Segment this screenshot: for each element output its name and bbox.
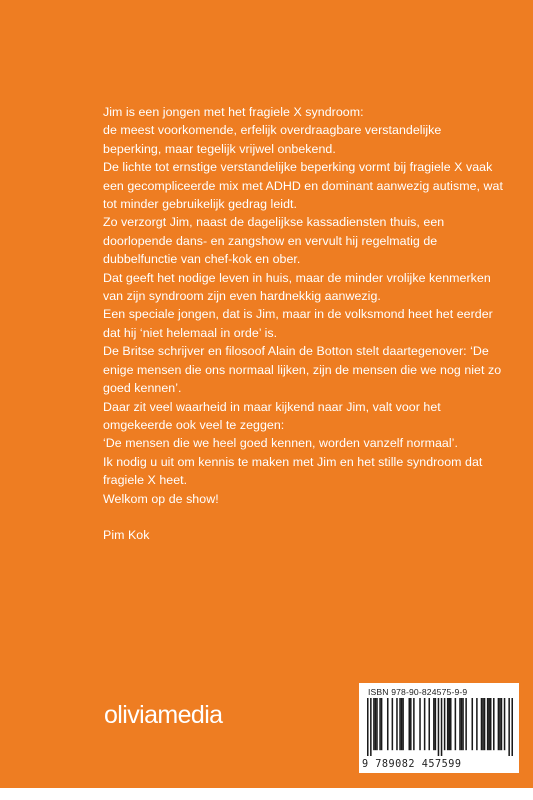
barcode-bar xyxy=(462,698,464,750)
barcode-bar xyxy=(488,698,490,750)
blurb-paragraph: de meest voorkomende, erfelijk overdraagbare verstandelijke beperking, maar tegelijk vrijwel onbekend. xyxy=(103,123,442,156)
barcode-bar xyxy=(511,698,513,756)
barcode-bar xyxy=(490,698,492,750)
barcode-bar xyxy=(379,698,381,750)
barcode-bar xyxy=(441,698,443,756)
barcode-bar xyxy=(472,698,474,750)
barcode-bar xyxy=(435,698,437,750)
blurb-paragraph: De lichte tot ernstige verstandelijke beperking vormt bij fragiele X vaak een gecompliceerde mix met ADHD en dominant aanwezig autisme, wat tot minder gebruikelijk gedrag leidt. xyxy=(103,160,503,212)
barcode-bar xyxy=(381,698,383,750)
barcode-bar xyxy=(375,698,377,750)
blurb-text xyxy=(103,103,503,545)
blurb-paragraph: Zo verzorgt Jim, naast de dagelijkse kassadiensten thuis, een doorlopende dans- en zangshow en vervult hij regelmatig de dubbelfunctie van chef-kok en ober. xyxy=(103,215,445,267)
author-signature: Pim Kok xyxy=(103,528,150,543)
blurb-paragraph: Jim is een jongen met het fragiele X syndroom: xyxy=(103,105,364,119)
barcode-bar xyxy=(373,698,375,750)
barcode-box xyxy=(359,683,519,773)
barcode-digits: 9 789082 457599 xyxy=(362,759,462,770)
blurb-paragraph: Daar zit veel waarheid in maar kijkend naar Jim, valt voor het omgekeerde ook veel te zeggen: xyxy=(103,399,441,432)
barcode-bar xyxy=(433,698,435,750)
barcode-bar xyxy=(482,698,484,750)
barcode-bar xyxy=(401,698,403,750)
barcode-bar xyxy=(376,698,378,750)
blurb-paragraph: Welkom op de show! xyxy=(103,491,219,506)
barcode-bar xyxy=(461,698,463,750)
barcode-bar xyxy=(504,698,506,750)
barcode-bar xyxy=(447,698,449,750)
barcode-bar xyxy=(392,698,394,750)
barcode-bar xyxy=(465,698,467,750)
barcode-bar xyxy=(367,698,369,756)
barcode-bar xyxy=(459,698,461,750)
barcode-bar xyxy=(476,698,478,750)
barcode-bar xyxy=(396,698,398,750)
barcode-bar xyxy=(387,698,389,750)
barcode-bar xyxy=(410,698,412,750)
bottom-margin xyxy=(0,788,533,800)
barcode-bar xyxy=(501,698,503,750)
barcode-bar xyxy=(438,698,440,756)
barcode-bar xyxy=(493,698,495,750)
barcode-bar xyxy=(428,698,430,750)
barcode-bar xyxy=(424,698,426,750)
barcode-bar xyxy=(402,698,404,750)
barcode-bar xyxy=(444,698,446,750)
blurb-paragraph: Een speciale jongen, dat is Jim, maar in de volksmond heet het eerder dat hij ‘niet helemaal in orde’ is. xyxy=(103,307,493,340)
isbn-label: ISBN 978-90-824575-9-9 xyxy=(368,687,468,697)
barcode-bar xyxy=(487,698,489,750)
barcode-icon xyxy=(367,698,513,756)
barcode-bar xyxy=(499,698,501,750)
barcode-bar xyxy=(408,698,410,750)
publisher-logo: oliviamedia xyxy=(104,701,223,729)
barcode-bar xyxy=(448,698,450,750)
blurb-paragraph: De Britse schrijver en filosoof Alain de Botton stelt daartegenover: ‘De enige mensen die ons normaal lijken, zijn de mensen die we nog niet zo goed kennen’. xyxy=(103,344,502,396)
barcode-bar xyxy=(498,698,500,750)
barcode-bar xyxy=(399,698,401,750)
barcode-bar xyxy=(455,698,457,750)
barcode-bar xyxy=(413,698,415,750)
barcode-bar xyxy=(450,698,452,750)
blurb-paragraph: ‘De mensen die we heel goed kennen, worden vanzelf normaal’. xyxy=(103,436,458,451)
barcode-bar xyxy=(370,698,372,756)
blurb-paragraph: Dat geeft het nodige leven in huis, maar de minder vrolijke kenmerken van zijn syndroom zijn even hardnekkig aanwezig. xyxy=(103,270,491,304)
barcode-bar xyxy=(419,698,421,750)
barcode-bar xyxy=(484,698,486,750)
barcode-bar xyxy=(481,698,483,750)
blurb-paragraph: Ik nodig u uit om kennis te maken met Jim en het stille syndroom dat fragiele X heet. xyxy=(103,454,483,488)
barcode-bar xyxy=(508,698,510,756)
